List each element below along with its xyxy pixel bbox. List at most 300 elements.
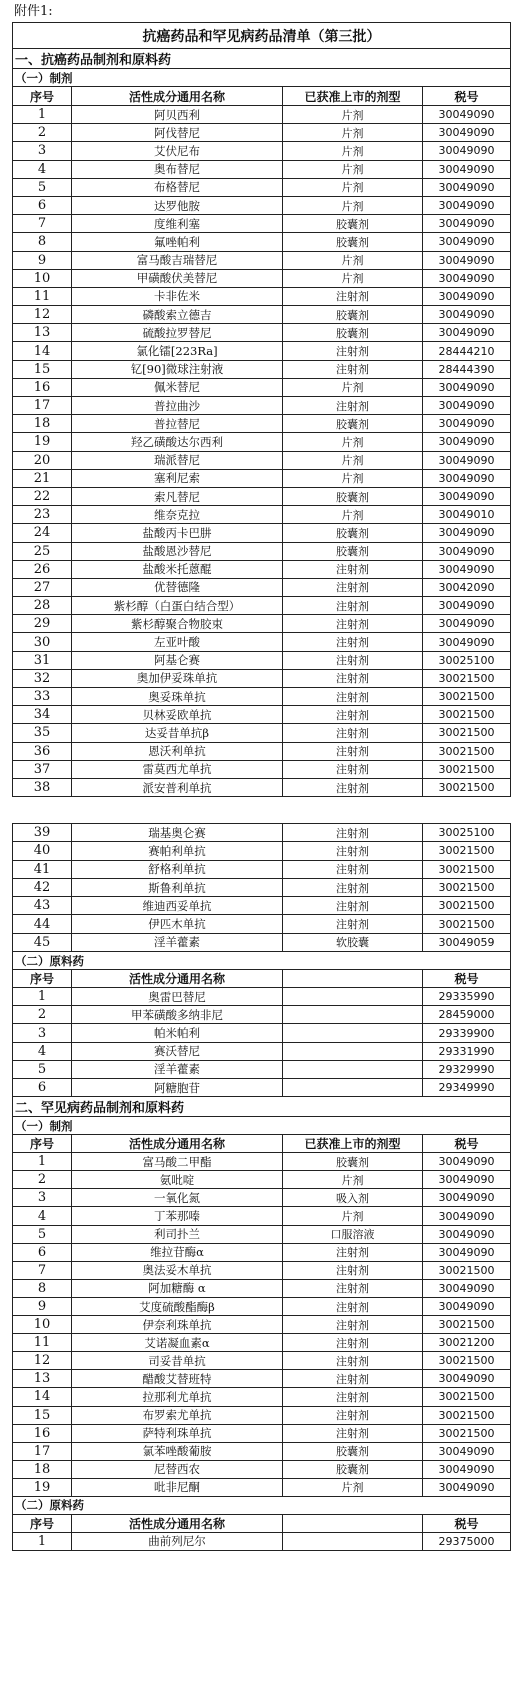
row-number: 7 [13, 215, 72, 233]
row-number: 1 [13, 1532, 72, 1550]
table-row [13, 342, 511, 360]
table-row [13, 542, 511, 560]
dosage-form: 胶囊剂 [283, 1442, 423, 1460]
table-row [13, 915, 511, 933]
drug-name: 斯鲁利单抗 [72, 878, 283, 896]
drug-name: 索凡替尼 [72, 487, 283, 505]
row-number: 9 [13, 1297, 72, 1315]
drug-name: 淫羊藿素 [72, 933, 283, 951]
drug-name: 卡非佐米 [72, 287, 283, 305]
table-row [13, 560, 511, 578]
table-row [13, 842, 511, 860]
table-row [13, 1279, 511, 1297]
table-row [13, 988, 511, 1006]
tariff-code: 30049090 [423, 196, 511, 214]
row-number: 11 [13, 1334, 72, 1352]
dosage-form: 注射剂 [283, 1388, 423, 1406]
dosage-form: 注射剂 [283, 897, 423, 915]
row-number: 4 [13, 1207, 72, 1225]
table-row [13, 1334, 511, 1352]
row-number: 7 [13, 1261, 72, 1279]
drug-name: 佩米替尼 [72, 378, 283, 396]
table-row [13, 897, 511, 915]
tariff-code: 30025100 [423, 651, 511, 669]
dosage-form: 片剂 [283, 1207, 423, 1225]
tariff-code: 29375000 [423, 1532, 511, 1550]
tariff-code: 30049090 [423, 487, 511, 505]
dosage-form-empty [283, 1079, 423, 1097]
table-row [13, 742, 511, 760]
row-number: 38 [13, 778, 72, 796]
dosage-form: 片剂 [283, 378, 423, 396]
dosage-form: 注射剂 [283, 1424, 423, 1442]
dosage-form: 胶囊剂 [283, 542, 423, 560]
tariff-code: 28444210 [423, 342, 511, 360]
dosage-form-empty [283, 1532, 423, 1550]
table-row [13, 706, 511, 724]
row-number: 6 [13, 1243, 72, 1261]
attachment-label: 附件1: [14, 4, 53, 19]
tariff-code: 30021500 [423, 1352, 511, 1370]
dosage-form: 注射剂 [283, 1352, 423, 1370]
column-header-name: 活性成分通用名称 [72, 970, 283, 988]
drug-name: 紫杉醇聚合物胶束 [72, 615, 283, 633]
drug-name: 拉那利尤单抗 [72, 1388, 283, 1406]
table-row [13, 669, 511, 687]
dosage-form: 注射剂 [283, 878, 423, 896]
tariff-code: 30049010 [423, 506, 511, 524]
section-cancer-heading: 一、抗癌药品制剂和原料药 [13, 49, 511, 69]
row-number: 2 [13, 124, 72, 142]
dosage-form: 注射剂 [283, 1297, 423, 1315]
drug-name: 丁苯那嗪 [72, 1207, 283, 1225]
row-number: 12 [13, 306, 72, 324]
dosage-form-empty [283, 1024, 423, 1042]
column-header-code: 税号 [423, 1135, 511, 1153]
dosage-form: 注射剂 [283, 1243, 423, 1261]
dosage-form: 片剂 [283, 160, 423, 178]
drug-name: 奥加伊妥珠单抗 [72, 669, 283, 687]
row-number: 10 [13, 269, 72, 287]
dosage-form: 注射剂 [283, 597, 423, 615]
row-number: 2 [13, 1006, 72, 1024]
table-row [13, 1042, 511, 1060]
dosage-form: 胶囊剂 [283, 324, 423, 342]
row-number: 19 [13, 433, 72, 451]
dosage-form: 胶囊剂 [283, 233, 423, 251]
document-title: 抗癌药品和罕见病药品清单（第三批） [13, 23, 511, 49]
row-number: 1 [13, 106, 72, 124]
row-number: 43 [13, 897, 72, 915]
column-header-code: 税号 [423, 970, 511, 988]
row-number: 3 [13, 1024, 72, 1042]
tariff-code: 30021500 [423, 724, 511, 742]
row-number: 5 [13, 178, 72, 196]
table-row [13, 415, 511, 433]
table-row [13, 324, 511, 342]
drug-name: 艾诺凝血素α [72, 1334, 283, 1352]
dosage-form: 注射剂 [283, 560, 423, 578]
row-number: 2 [13, 1171, 72, 1189]
drug-name: 艾伏尼布 [72, 142, 283, 160]
table-row [13, 1079, 511, 1097]
row-number: 32 [13, 669, 72, 687]
row-number: 17 [13, 1442, 72, 1460]
tariff-code: 30049059 [423, 933, 511, 951]
table-row [13, 1189, 511, 1207]
tariff-code: 30021500 [423, 706, 511, 724]
tariff-code: 30049090 [423, 178, 511, 196]
drug-name: 达妥昔单抗β [72, 724, 283, 742]
column-header-name: 活性成分通用名称 [72, 1514, 283, 1532]
drug-name: 普拉曲沙 [72, 397, 283, 415]
dosage-form: 注射剂 [283, 860, 423, 878]
drug-name: 奥法妥木单抗 [72, 1261, 283, 1279]
tariff-code: 30049090 [423, 633, 511, 651]
subsection-rare-formulations-heading: （一）制剂 [13, 1117, 511, 1135]
drug-name: 盐酸恩沙替尼 [72, 542, 283, 560]
table-row [13, 433, 511, 451]
dosage-form: 注射剂 [283, 1261, 423, 1279]
table-row [13, 1261, 511, 1279]
column-header-code: 税号 [423, 1514, 511, 1532]
drug-name: 盐酸丙卡巴肼 [72, 524, 283, 542]
drug-name: 甲苯磺酸多纳非尼 [72, 1006, 283, 1024]
drug-name: 普拉替尼 [72, 415, 283, 433]
tariff-code: 30049090 [423, 542, 511, 560]
table-row [13, 178, 511, 196]
drug-name: 达罗他胺 [72, 196, 283, 214]
table-row [13, 269, 511, 287]
dosage-form: 片剂 [283, 1478, 423, 1496]
row-number: 27 [13, 578, 72, 596]
dosage-form: 胶囊剂 [283, 524, 423, 542]
table-row [13, 506, 511, 524]
row-number: 8 [13, 1279, 72, 1297]
column-header-form: 已获准上市的剂型 [283, 1135, 423, 1153]
table-row [13, 487, 511, 505]
drug-name: 富马酸二甲酯 [72, 1153, 283, 1171]
tariff-code: 30049090 [423, 1478, 511, 1496]
tariff-code: 30049090 [423, 378, 511, 396]
row-number: 15 [13, 1406, 72, 1424]
table-row [13, 1424, 511, 1442]
drug-name: 阿基仑赛 [72, 651, 283, 669]
table-row [13, 124, 511, 142]
tariff-code: 30049090 [423, 1171, 511, 1189]
dosage-form: 胶囊剂 [283, 1460, 423, 1478]
tariff-code: 30049090 [423, 1297, 511, 1315]
dosage-form: 软胶囊 [283, 933, 423, 951]
column-header-no: 序号 [13, 1135, 72, 1153]
row-number: 6 [13, 1079, 72, 1097]
dosage-form: 注射剂 [283, 578, 423, 596]
table-row [13, 1243, 511, 1261]
tariff-code: 30021500 [423, 669, 511, 687]
column-header-name: 活性成分通用名称 [72, 1135, 283, 1153]
drug-name: 富马酸吉瑞替尼 [72, 251, 283, 269]
tariff-code: 30042090 [423, 578, 511, 596]
table-row [13, 1442, 511, 1460]
tariff-code: 30021500 [423, 760, 511, 778]
drug-name: 尼替西农 [72, 1460, 283, 1478]
table-row [13, 287, 511, 305]
tariff-code: 29339900 [423, 1024, 511, 1042]
drug-name: 吡非尼酮 [72, 1478, 283, 1496]
tariff-code: 30021500 [423, 742, 511, 760]
table-row [13, 1060, 511, 1078]
table-row [13, 860, 511, 878]
tariff-code: 30049090 [423, 415, 511, 433]
dosage-form-empty [283, 988, 423, 1006]
row-number: 37 [13, 760, 72, 778]
dosage-form: 注射剂 [283, 706, 423, 724]
row-number: 17 [13, 397, 72, 415]
row-number: 24 [13, 524, 72, 542]
row-number: 12 [13, 1352, 72, 1370]
table-row [13, 578, 511, 596]
column-header-no: 序号 [13, 1514, 72, 1532]
table-row [13, 1153, 511, 1171]
tariff-code: 28459000 [423, 1006, 511, 1024]
tariff-code: 30049090 [423, 1279, 511, 1297]
drug-name: 一氧化氮 [72, 1189, 283, 1207]
dosage-form: 注射剂 [283, 651, 423, 669]
table-row [13, 1297, 511, 1315]
row-number: 5 [13, 1060, 72, 1078]
tariff-code: 30049090 [423, 215, 511, 233]
row-number: 33 [13, 688, 72, 706]
row-number: 3 [13, 142, 72, 160]
row-number: 3 [13, 1189, 72, 1207]
column-header-name: 活性成分通用名称 [72, 87, 283, 106]
tariff-code: 30021500 [423, 1316, 511, 1334]
table-row [13, 651, 511, 669]
dosage-form: 片剂 [283, 451, 423, 469]
row-number: 18 [13, 415, 72, 433]
tariff-code: 30049090 [423, 560, 511, 578]
drug-name: 伊匹木单抗 [72, 915, 283, 933]
dosage-form: 片剂 [283, 506, 423, 524]
row-number: 26 [13, 560, 72, 578]
table-row [13, 142, 511, 160]
table-row [13, 1207, 511, 1225]
drug-name: 阿伐替尼 [72, 124, 283, 142]
tariff-code: 30049090 [423, 1153, 511, 1171]
dosage-form: 注射剂 [283, 760, 423, 778]
table-row [13, 597, 511, 615]
drug-name: 氯化镭[223Ra] [72, 342, 283, 360]
table-row [13, 724, 511, 742]
dosage-form: 注射剂 [283, 669, 423, 687]
row-number: 41 [13, 860, 72, 878]
dosage-form: 胶囊剂 [283, 415, 423, 433]
subsection-cancer-apis-heading: （二）原料药 [13, 952, 511, 970]
dosage-form: 片剂 [283, 178, 423, 196]
drug-name: 甲磺酸伏美替尼 [72, 269, 283, 287]
tariff-code: 30049090 [423, 1460, 511, 1478]
tariff-code: 30049090 [423, 1189, 511, 1207]
drug-name: 萨特利珠单抗 [72, 1424, 283, 1442]
table-row [13, 1225, 511, 1243]
row-number: 8 [13, 233, 72, 251]
table-row [13, 1024, 511, 1042]
drug-name: 赛帕利单抗 [72, 842, 283, 860]
drug-name: 醋酸艾替班特 [72, 1370, 283, 1388]
row-number: 29 [13, 615, 72, 633]
drug-name: 左亚叶酸 [72, 633, 283, 651]
drug-name: 度维利塞 [72, 215, 283, 233]
row-number: 42 [13, 878, 72, 896]
tariff-code: 29349990 [423, 1079, 511, 1097]
row-number: 1 [13, 1153, 72, 1171]
table-row [13, 306, 511, 324]
table-row [13, 1316, 511, 1334]
dosage-form: 注射剂 [283, 1334, 423, 1352]
drug-name: 维迪西妥单抗 [72, 897, 283, 915]
column-header-no: 序号 [13, 87, 72, 106]
row-number: 18 [13, 1460, 72, 1478]
tariff-code: 30021500 [423, 842, 511, 860]
row-number: 6 [13, 196, 72, 214]
table-row [13, 633, 511, 651]
tariff-code: 30049090 [423, 1243, 511, 1261]
row-number: 1 [13, 988, 72, 1006]
tariff-code: 30049090 [423, 1442, 511, 1460]
tariff-code: 30049090 [423, 287, 511, 305]
dosage-form: 注射剂 [283, 360, 423, 378]
drug-name: 优替德隆 [72, 578, 283, 596]
dosage-form: 注射剂 [283, 615, 423, 633]
dosage-form: 口服溶液 [283, 1225, 423, 1243]
row-number: 35 [13, 724, 72, 742]
row-number: 5 [13, 1225, 72, 1243]
drug-name: 贝林妥欧单抗 [72, 706, 283, 724]
row-number: 13 [13, 324, 72, 342]
tariff-code: 30021500 [423, 915, 511, 933]
dosage-form: 注射剂 [283, 1316, 423, 1334]
table-row [13, 378, 511, 396]
row-number: 36 [13, 742, 72, 760]
dosage-form: 注射剂 [283, 842, 423, 860]
subsection-formulations-heading: （一）制剂 [13, 69, 511, 87]
drug-name: 瑞派替尼 [72, 451, 283, 469]
drug-name: 紫杉醇（白蛋白结合型） [72, 597, 283, 615]
tariff-code: 30021500 [423, 778, 511, 796]
dosage-form: 片剂 [283, 142, 423, 160]
dosage-form-empty [283, 1042, 423, 1060]
drug-name: 磷酸索立德吉 [72, 306, 283, 324]
dosage-form: 片剂 [283, 251, 423, 269]
drug-list-table-part1 [12, 22, 511, 797]
row-number: 4 [13, 1042, 72, 1060]
column-header-no: 序号 [13, 970, 72, 988]
row-number: 15 [13, 360, 72, 378]
table-row [13, 451, 511, 469]
row-number: 40 [13, 842, 72, 860]
subsection-rare-apis-heading: （二）原料药 [13, 1496, 511, 1514]
tariff-code: 30021500 [423, 878, 511, 896]
row-number: 22 [13, 487, 72, 505]
row-number: 13 [13, 1370, 72, 1388]
tariff-code: 30049090 [423, 251, 511, 269]
table-row [13, 251, 511, 269]
dosage-form: 片剂 [283, 269, 423, 287]
dosage-form: 注射剂 [283, 778, 423, 796]
tariff-code: 30021500 [423, 897, 511, 915]
tariff-code: 30049090 [423, 306, 511, 324]
row-number: 4 [13, 160, 72, 178]
row-number: 25 [13, 542, 72, 560]
tariff-code: 30049090 [423, 124, 511, 142]
drug-name: 维拉苷酶α [72, 1243, 283, 1261]
tariff-code: 30049090 [423, 433, 511, 451]
row-number: 9 [13, 251, 72, 269]
dosage-form: 片剂 [283, 469, 423, 487]
drug-name: 恩沃利单抗 [72, 742, 283, 760]
dosage-form: 注射剂 [283, 1406, 423, 1424]
tariff-code: 29331990 [423, 1042, 511, 1060]
row-number: 28 [13, 597, 72, 615]
table-row [13, 760, 511, 778]
drug-name: 阿糖胞苷 [72, 1079, 283, 1097]
tariff-code: 29335990 [423, 988, 511, 1006]
table-row [13, 397, 511, 415]
section-rare-heading: 二、罕见病药品制剂和原料药 [13, 1097, 511, 1117]
tariff-code: 30049090 [423, 1225, 511, 1243]
drug-name: 奥妥珠单抗 [72, 688, 283, 706]
drug-name: 氟唑帕利 [72, 233, 283, 251]
drug-name: 氨吡啶 [72, 1171, 283, 1189]
tariff-code: 30021200 [423, 1334, 511, 1352]
table-row [13, 1352, 511, 1370]
drug-name: 曲前列尼尔 [72, 1532, 283, 1550]
tariff-code: 30049090 [423, 233, 511, 251]
table-row [13, 1478, 511, 1496]
row-number: 34 [13, 706, 72, 724]
table-row [13, 1460, 511, 1478]
drug-name: 盐酸米托蒽醌 [72, 560, 283, 578]
table-row [13, 360, 511, 378]
dosage-form: 注射剂 [283, 397, 423, 415]
dosage-form: 片剂 [283, 196, 423, 214]
table-row [13, 615, 511, 633]
drug-name: 奥布替尼 [72, 160, 283, 178]
drug-name: 布罗索尤单抗 [72, 1406, 283, 1424]
drug-name: 艾度硫酸酯酶β [72, 1297, 283, 1315]
dosage-form: 片剂 [283, 433, 423, 451]
row-number: 16 [13, 1424, 72, 1442]
dosage-form: 注射剂 [283, 915, 423, 933]
tariff-code: 30049090 [423, 1370, 511, 1388]
dosage-form: 注射剂 [283, 742, 423, 760]
row-number: 21 [13, 469, 72, 487]
table-row [13, 933, 511, 951]
tariff-code: 30049090 [423, 469, 511, 487]
drug-name: 淫羊藿素 [72, 1060, 283, 1078]
dosage-form: 注射剂 [283, 633, 423, 651]
table-row [13, 215, 511, 233]
tariff-code: 30049090 [423, 142, 511, 160]
column-header-code: 税号 [423, 87, 511, 106]
drug-name: 派安普利单抗 [72, 778, 283, 796]
table-row [13, 688, 511, 706]
drug-list-table-part2 [12, 823, 511, 1551]
drug-name: 帕米帕利 [72, 1024, 283, 1042]
drug-name: 阿加糖酶 α [72, 1279, 283, 1297]
drug-name: 赛沃替尼 [72, 1042, 283, 1060]
tariff-code: 30021500 [423, 1388, 511, 1406]
